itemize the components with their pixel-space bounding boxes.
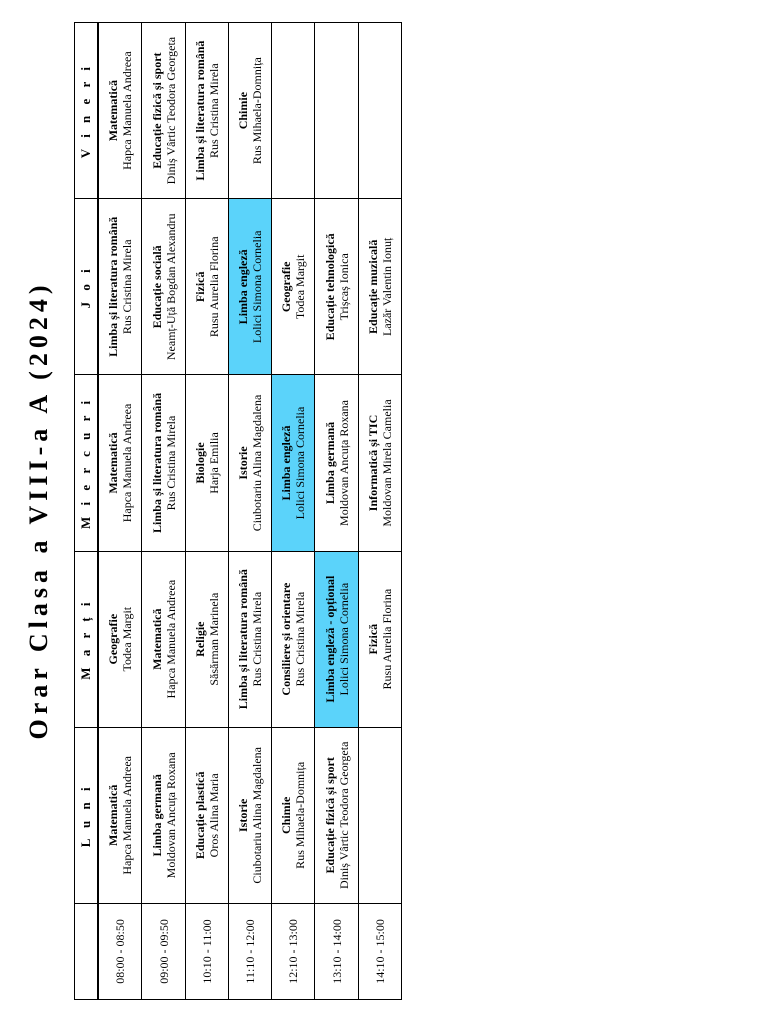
lesson-cell	[315, 727, 358, 903]
lesson-cell	[228, 727, 271, 903]
lesson-cell	[142, 551, 185, 727]
subject-label: Istorie	[236, 798, 251, 832]
lesson-cell	[358, 375, 401, 551]
teacher-label: Hapca Manuela Andreea	[120, 756, 135, 875]
table-row	[358, 23, 401, 1000]
table-row	[228, 23, 271, 1000]
lesson-cell	[185, 727, 228, 903]
subject-label: Educație plastică	[192, 771, 207, 860]
teacher-label: Rus Cristina Mirela	[163, 415, 178, 511]
subject-label: Limba engleză	[236, 249, 251, 325]
time-slot: 08:00 - 08:50	[98, 903, 142, 999]
teacher-label: Hapca Manuela Andreea	[120, 51, 135, 170]
teacher-label: Hapca Manuela Andreea	[163, 579, 178, 699]
subject-label: Educație tehnologică	[322, 233, 337, 341]
table-row	[98, 23, 142, 1000]
subject-label: Matematică	[106, 79, 121, 142]
teacher-label: Diniș Vârtic Teodora Georgeta	[336, 741, 351, 890]
subject-label: Matematică	[106, 784, 121, 846]
corner-cell	[75, 903, 99, 999]
day-header-luni: L u n i	[75, 727, 99, 903]
time-slot: 11:10 - 12:00	[228, 903, 271, 999]
subject-label: Geografie	[279, 261, 294, 313]
day-header-marti: M a r ț i	[75, 551, 99, 727]
subject-label: Limba și literatura română	[149, 392, 164, 534]
lesson-cell	[228, 551, 271, 727]
lesson-cell	[272, 199, 315, 375]
teacher-label: Hapca Manuela Andreea	[120, 403, 135, 523]
subject-label: Limba germană	[322, 421, 337, 505]
teacher-label: Rus Mihaela-Domnița	[293, 761, 308, 869]
lesson-cell	[315, 551, 358, 727]
lesson-cell	[358, 727, 401, 903]
teacher-label: Rusu Aurelia Florina	[206, 236, 221, 338]
teacher-label: Ciubotariu Alina Magdalena	[250, 747, 265, 884]
lesson-cell	[272, 23, 315, 199]
subject-label: Fizică	[365, 623, 380, 655]
lesson-cell	[358, 199, 401, 375]
teacher-label: Moldovan Mirela Camelia	[379, 399, 394, 527]
lesson-cell	[228, 375, 271, 551]
table-row	[185, 23, 228, 1000]
teacher-label: Ciubotariu Alina Magdalena	[250, 394, 265, 532]
subject-label: Informatică și TIC	[365, 414, 380, 512]
lesson-cell	[358, 551, 401, 727]
lesson-cell	[315, 23, 358, 199]
teacher-label: Oros Alina Maria	[206, 773, 221, 858]
teacher-label: Moldovan Ancuța Roxana	[336, 399, 351, 526]
subject-label: Fizică	[192, 271, 207, 303]
teacher-label: Rus Mihaela-Domnița	[250, 57, 265, 165]
lesson-cell	[142, 199, 185, 375]
lesson-cell	[142, 23, 185, 199]
lesson-cell	[185, 199, 228, 375]
teacher-label: Todea Margit	[120, 606, 135, 672]
subject-label: Limba engleză - opțional	[322, 575, 337, 703]
teacher-label: Lolici Simona Cornelia	[293, 406, 308, 520]
lesson-cell	[98, 199, 142, 375]
table-row	[315, 23, 358, 1000]
time-slot: 14:10 - 15:00	[358, 903, 401, 999]
lesson-cell	[185, 23, 228, 199]
time-slot: 09:00 - 09:50	[142, 903, 185, 999]
teacher-label: Lolici Simona Cornelia	[250, 230, 265, 344]
subject-label: Educație fizică și sport	[149, 52, 164, 169]
teacher-label: Rus Cristina Mirela	[206, 63, 221, 158]
subject-label: Chimie	[236, 91, 251, 130]
subject-label: Matematică	[149, 608, 164, 670]
lesson-cell	[272, 551, 315, 727]
time-slot: 10:10 - 11:00	[185, 903, 228, 999]
lesson-cell	[272, 727, 315, 903]
lesson-cell	[228, 199, 271, 375]
day-header-vineri: V i n e r i	[75, 23, 99, 199]
lesson-cell	[358, 23, 401, 199]
lesson-cell	[142, 727, 185, 903]
subject-label: Geografie	[106, 613, 121, 665]
lesson-cell	[315, 375, 358, 551]
lesson-cell	[98, 551, 142, 727]
lesson-cell	[98, 375, 142, 551]
lesson-cell	[272, 375, 315, 551]
lesson-cell	[98, 727, 142, 903]
subject-label: Consiliere și orientare	[279, 582, 294, 696]
day-header-miercuri: M i e r c u r i	[75, 375, 99, 551]
subject-label: Limba engleză	[279, 425, 294, 501]
timetable-body	[98, 23, 402, 1000]
lesson-cell	[315, 199, 358, 375]
subject-label: Limba și literatura română	[192, 40, 207, 181]
subject-label: Chimie	[279, 796, 294, 834]
teacher-label: Lazăr Valentin Ionuț	[379, 237, 394, 337]
teacher-label: Harja Emilia	[206, 432, 221, 494]
table-row	[142, 23, 185, 1000]
teacher-label: Diniș Vârtic Teodora Georgeta	[163, 36, 178, 185]
teacher-label: Rusu Aurelia Florina	[379, 588, 394, 690]
timetable	[74, 22, 402, 1000]
page-title: Orar Clasa a VIII-a A (2024)	[24, 280, 53, 740]
subject-label: Religie	[192, 621, 207, 657]
subject-label: Educație fizică și sport	[322, 757, 337, 874]
subject-label: Istorie	[236, 446, 251, 480]
day-header-joi: J o i	[75, 199, 99, 375]
title-container	[14, 280, 64, 740]
teacher-label: Moldovan Ancuța Roxana	[163, 752, 178, 879]
teacher-label: Săsărman Marinela	[206, 592, 221, 686]
teacher-label: Rus Cristina Mirela	[250, 591, 265, 687]
timetable-container	[74, 22, 402, 1000]
teacher-label: Rus Cristina Mirela	[293, 591, 308, 687]
lesson-cell	[98, 23, 142, 199]
teacher-label: Lolici Simona Cornelia	[336, 582, 351, 696]
subject-label: Biologie	[192, 442, 207, 484]
subject-label: Limba germană	[149, 774, 164, 857]
subject-label: Educație muzicală	[365, 239, 380, 334]
teacher-label: Trișcaș Ionica	[336, 253, 351, 321]
subject-label: Limba și literatura română	[236, 569, 251, 710]
teacher-label: Todea Margit	[293, 254, 308, 320]
time-slot: 12:10 - 13:00	[272, 903, 315, 999]
lesson-cell	[185, 551, 228, 727]
subject-label: Limba și literatura română	[106, 216, 121, 357]
lesson-cell	[142, 375, 185, 551]
teacher-label: Neamț-Uță Bogdan Alexandru	[163, 213, 178, 361]
subject-label: Educație socială	[149, 245, 164, 329]
lesson-cell	[228, 23, 271, 199]
header-row	[75, 23, 99, 1000]
time-slot: 13:10 - 14:00	[315, 903, 358, 999]
teacher-label: Rus Cristina Mirela	[120, 239, 135, 335]
table-row	[272, 23, 315, 1000]
subject-label: Matematică	[106, 432, 121, 494]
lesson-cell	[185, 375, 228, 551]
